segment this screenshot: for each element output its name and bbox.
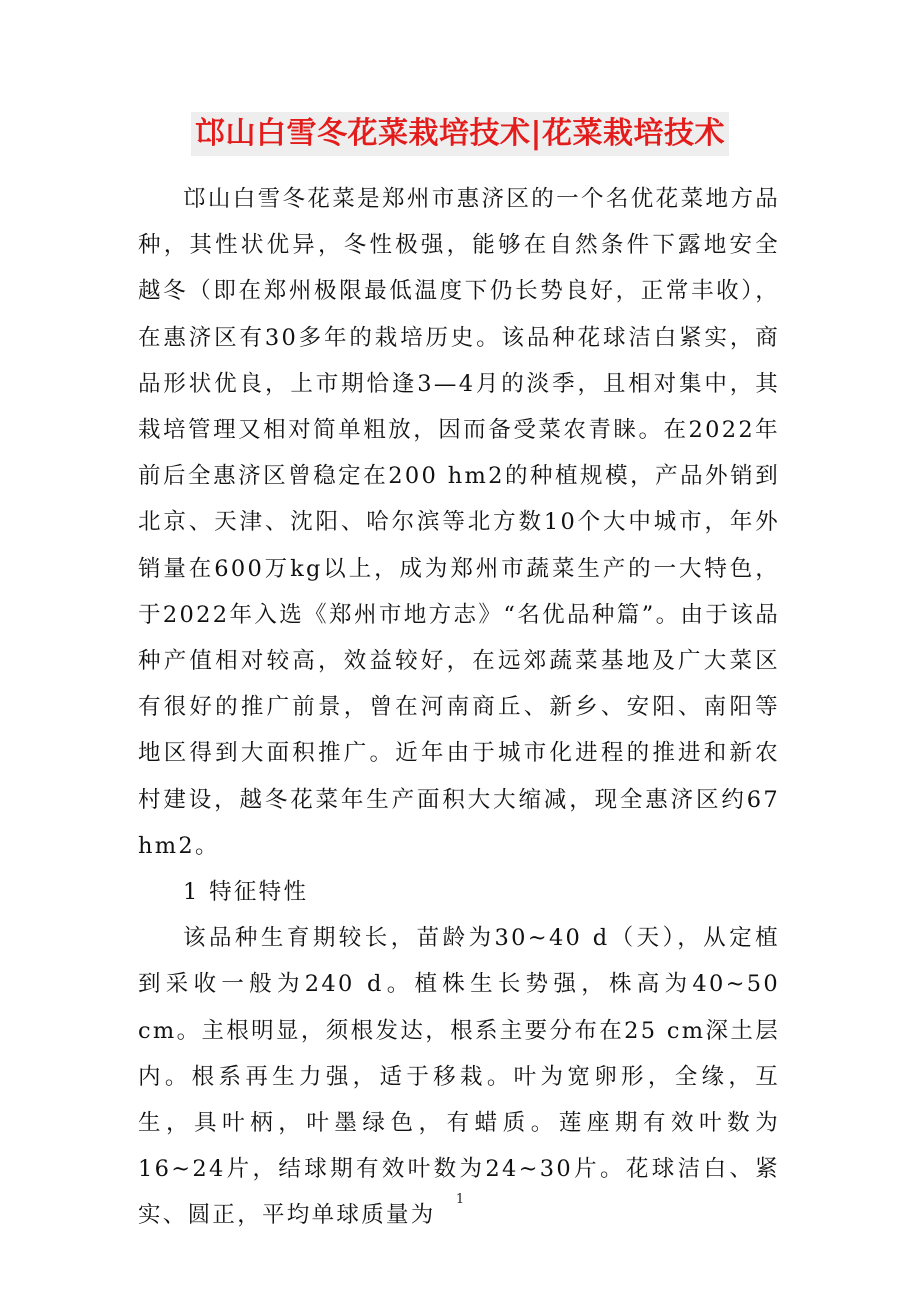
page-number: 1 [455, 1192, 465, 1207]
paragraph-characteristics: 该品种生育期较长，苗龄为30~40 d（天），从定植到采收一般为240 d。植株生长势强，株高为40~50 cm。主根明显，须根发达，根系主要分布在25 cm深土层内。根系再生力强，适于移栽。叶为宽卵形，全缘，互生，具叶柄，叶墨绿色，有蜡质。莲座期有效叶数为16~24片，结球期有效叶数为24~30片。花球洁白、紧实、圆正，平均单球质量为 [138, 925, 780, 1229]
paragraph-intro: 邙山白雪冬花菜是郑州市惠济区的一个名优花菜地方品种，其性状优异，冬性极强，能够在自然条件下露地安全越冬（即在郑州极限最低温度下仍长势良好，正常丰收），在惠济区有30多年的栽培历史。该品种花球洁白紧实，商品形状优良，上市期恰逢3—4月的淡季，且相对集中，其栽培管理又相对简单粗放，因而备受菜农青睐。在2022年前后全惠济区曾稳定在200 hm2的种植规模，产品外销到北京、天津、沈阳、哈尔滨等北方数10个大中城市，年外销量在600万kg以上，成为郑州市蔬菜生产的一大特色，于2022年入选《郑州市地方志》“名优品种篇”。由于该品种产值相对较高，效益较好，在远郊蔬菜基地及广大菜区有很好的推广前景，曾在河南商丘、新乡、安阳、南阳等地区得到大面积推广。近年由于城市化进程的推进和新农村建设，越冬花菜年生产面积大大缩减，现全惠济区约67 hm2。 [138, 186, 780, 859]
document-body [138, 176, 780, 1239]
section-heading: 1 特征特性 [183, 879, 309, 906]
title-container [0, 112, 920, 156]
document-title: 邙山白雪冬花菜栽培技术|花菜栽培技术 [191, 112, 729, 156]
